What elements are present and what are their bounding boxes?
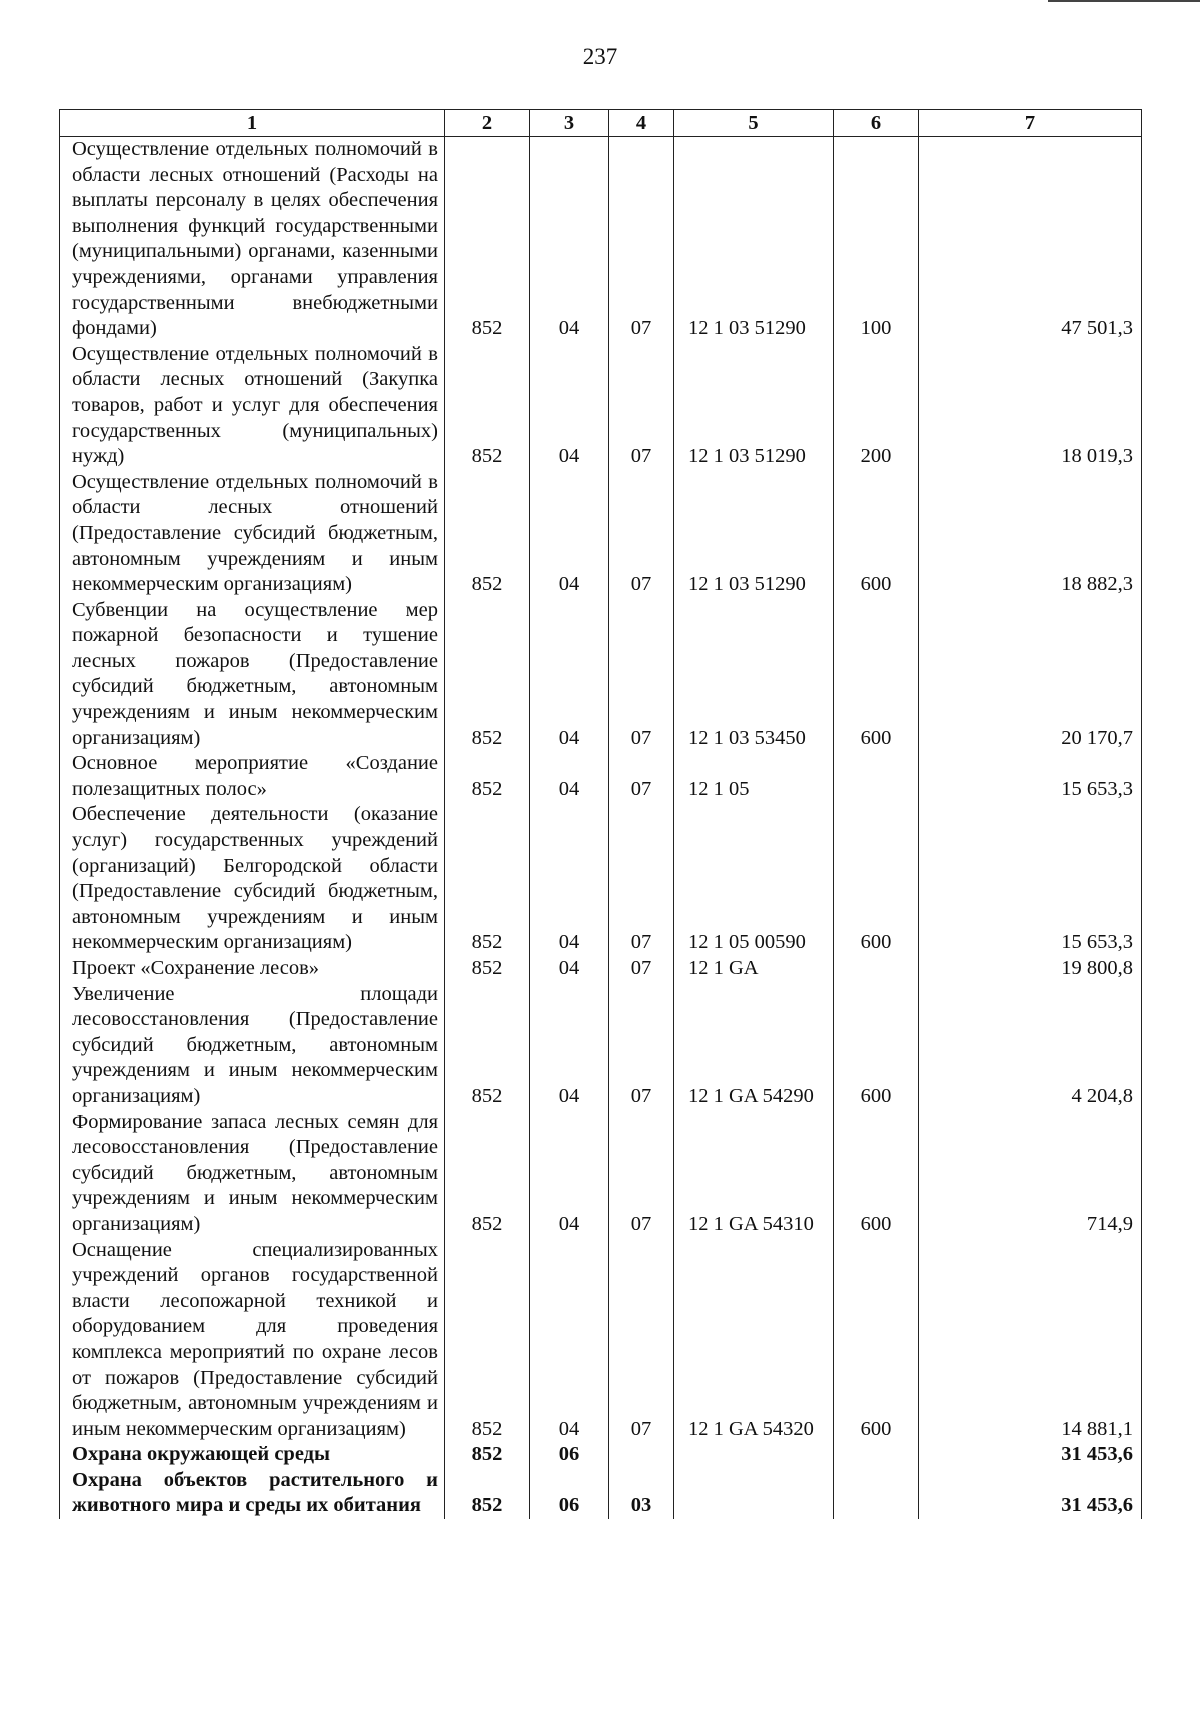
- cell-ministry: 852: [445, 1110, 530, 1238]
- row-description: Оснащение специализированных учреждений органов государственной власти лесопожарной техникой и оборудованием для проведения комплекса мероприятий по охране лесов от пожаров (Предоставление субсидий бюджетным, автономным учреждениям и иным некоммерческим организациям): [60, 1238, 445, 1443]
- cell-section: 04: [530, 982, 609, 1110]
- table-row: [60, 1468, 1142, 1519]
- budget-table: [59, 109, 1142, 1519]
- row-description: Осуществление отдельных полномочий в области лесных отношений (Предоставление субсидий бюджетным, автономным учреждениям и иным некоммерческим организациям): [60, 470, 445, 598]
- cell-section: 04: [530, 1238, 609, 1443]
- row-description: Охрана объектов растительного и животного мира и среды их обитания: [60, 1468, 445, 1519]
- cell-amount: 4 204,8: [919, 982, 1142, 1110]
- column-header: 1: [60, 110, 445, 137]
- table-row: [60, 802, 1142, 956]
- cell-subsection: 07: [609, 802, 674, 956]
- table-row: [60, 982, 1142, 1110]
- cell-expense-type: [834, 751, 919, 802]
- cell-amount: 47 501,3: [919, 137, 1142, 342]
- cell-target-code: 12 1 GA 54320: [674, 1238, 834, 1443]
- cell-ministry: 852: [445, 956, 530, 982]
- table-row: [60, 1110, 1142, 1238]
- cell-expense-type: 600: [834, 598, 919, 752]
- cell-section: 06: [530, 1468, 609, 1519]
- cell-target-code: 12 1 03 53450: [674, 598, 834, 752]
- cell-expense-type: [834, 956, 919, 982]
- cell-subsection: 07: [609, 982, 674, 1110]
- row-description: Охрана окружающей среды: [60, 1442, 445, 1468]
- row-description: Субвенции на осуществление мер пожарной безопасности и тушение лесных пожаров (Предоставление субсидий бюджетным, автономным учреждениям и иным некоммерческим организациям): [60, 598, 445, 752]
- table-row: [60, 956, 1142, 982]
- cell-ministry: 852: [445, 470, 530, 598]
- cell-ministry: 852: [445, 1468, 530, 1519]
- row-description: Основное мероприятие «Создание полезащитных полос»: [60, 751, 445, 802]
- cell-target-code: 12 1 GA: [674, 956, 834, 982]
- cell-subsection: 07: [609, 137, 674, 342]
- cell-subsection: 07: [609, 1110, 674, 1238]
- column-header: 3: [530, 110, 609, 137]
- row-description: Осуществление отдельных полномочий в области лесных отношений (Закупка товаров, работ и услуг для обеспечения государственных (муниципальных) нужд): [60, 342, 445, 470]
- table-row: [60, 470, 1142, 598]
- cell-ministry: 852: [445, 802, 530, 956]
- cell-ministry: 852: [445, 137, 530, 342]
- cell-section: 04: [530, 598, 609, 752]
- cell-target-code: 12 1 03 51290: [674, 137, 834, 342]
- column-header: 7: [919, 110, 1142, 137]
- column-header: 2: [445, 110, 530, 137]
- header-row: [60, 110, 1142, 137]
- cell-section: 04: [530, 137, 609, 342]
- cell-section: 04: [530, 1110, 609, 1238]
- cell-section: 04: [530, 342, 609, 470]
- cell-amount: 31 453,6: [919, 1442, 1142, 1468]
- cell-target-code: 12 1 GA 54290: [674, 982, 834, 1110]
- table-row: [60, 137, 1142, 342]
- cell-subsection: 03: [609, 1468, 674, 1519]
- page-number: 237: [582, 44, 618, 69]
- cell-subsection: 07: [609, 342, 674, 470]
- cell-subsection: 07: [609, 470, 674, 598]
- cell-target-code: 12 1 05: [674, 751, 834, 802]
- cell-amount: 18 019,3: [919, 342, 1142, 470]
- column-header: 4: [609, 110, 674, 137]
- cell-target-code: 12 1 03 51290: [674, 470, 834, 598]
- cell-expense-type: 600: [834, 982, 919, 1110]
- cell-target-code: 12 1 03 51290: [674, 342, 834, 470]
- column-header: 5: [674, 110, 834, 137]
- cell-target-code: 12 1 05 00590: [674, 802, 834, 956]
- cell-expense-type: 200: [834, 342, 919, 470]
- table-row: [60, 1238, 1142, 1443]
- cell-amount: 19 800,8: [919, 956, 1142, 982]
- cell-expense-type: [834, 1442, 919, 1468]
- cell-ministry: 852: [445, 1238, 530, 1443]
- row-description: Осуществление отдельных полномочий в области лесных отношений (Расходы на выплаты персоналу в целях обеспечения выполнения функций государственными (муниципальными) органами, казенными учреждениями, органами управления государственными внебюджетными фондами): [60, 137, 445, 342]
- cell-ministry: 852: [445, 982, 530, 1110]
- row-description: Обеспечение деятельности (оказание услуг) государственных учреждений (организаций) Белгородской области (Предоставление субсидий бюджетным, автономным учреждениям и иным некоммерческим организациям): [60, 802, 445, 956]
- cell-amount: 14 881,1: [919, 1238, 1142, 1443]
- cell-target-code: 12 1 GA 54310: [674, 1110, 834, 1238]
- cell-amount: 15 653,3: [919, 751, 1142, 802]
- cell-subsection: 07: [609, 1238, 674, 1443]
- table-row: [60, 342, 1142, 470]
- row-description: Проект «Сохранение лесов»: [60, 956, 445, 982]
- cell-section: 04: [530, 956, 609, 982]
- cell-amount: 18 882,3: [919, 470, 1142, 598]
- row-description: Формирование запаса лесных семян для лесовосстановления (Предоставление субсидий бюджетным, автономным учреждениям и иным некоммерческим организациям): [60, 1110, 445, 1238]
- table-row: [60, 598, 1142, 752]
- table-row: [60, 1442, 1142, 1468]
- cell-expense-type: 100: [834, 137, 919, 342]
- cell-subsection: [609, 1442, 674, 1468]
- cell-expense-type: [834, 1468, 919, 1519]
- cell-target-code: [674, 1442, 834, 1468]
- column-header: 6: [834, 110, 919, 137]
- cell-subsection: 07: [609, 956, 674, 982]
- cell-amount: 15 653,3: [919, 802, 1142, 956]
- cell-expense-type: 600: [834, 1110, 919, 1238]
- row-description: Увеличение площади лесовосстановления (Предоставление субсидий бюджетным, автономным учреждениям и иным некоммерческим организациям): [60, 982, 445, 1110]
- cell-ministry: 852: [445, 751, 530, 802]
- cell-section: 04: [530, 751, 609, 802]
- cell-section: 04: [530, 470, 609, 598]
- cell-section: 06: [530, 1442, 609, 1468]
- cell-amount: 714,9: [919, 1110, 1142, 1238]
- cell-ministry: 852: [445, 598, 530, 752]
- cell-target-code: [674, 1468, 834, 1519]
- cell-expense-type: 600: [834, 1238, 919, 1443]
- cell-expense-type: 600: [834, 470, 919, 598]
- cell-amount: 20 170,7: [919, 598, 1142, 752]
- cell-subsection: 07: [609, 751, 674, 802]
- table-row: [60, 751, 1142, 802]
- cell-section: 04: [530, 802, 609, 956]
- cell-expense-type: 600: [834, 802, 919, 956]
- cell-amount: 31 453,6: [919, 1468, 1142, 1519]
- cell-subsection: 07: [609, 598, 674, 752]
- cell-ministry: 852: [445, 342, 530, 470]
- top-edge-rule: [1048, 0, 1200, 2]
- cell-ministry: 852: [445, 1442, 530, 1468]
